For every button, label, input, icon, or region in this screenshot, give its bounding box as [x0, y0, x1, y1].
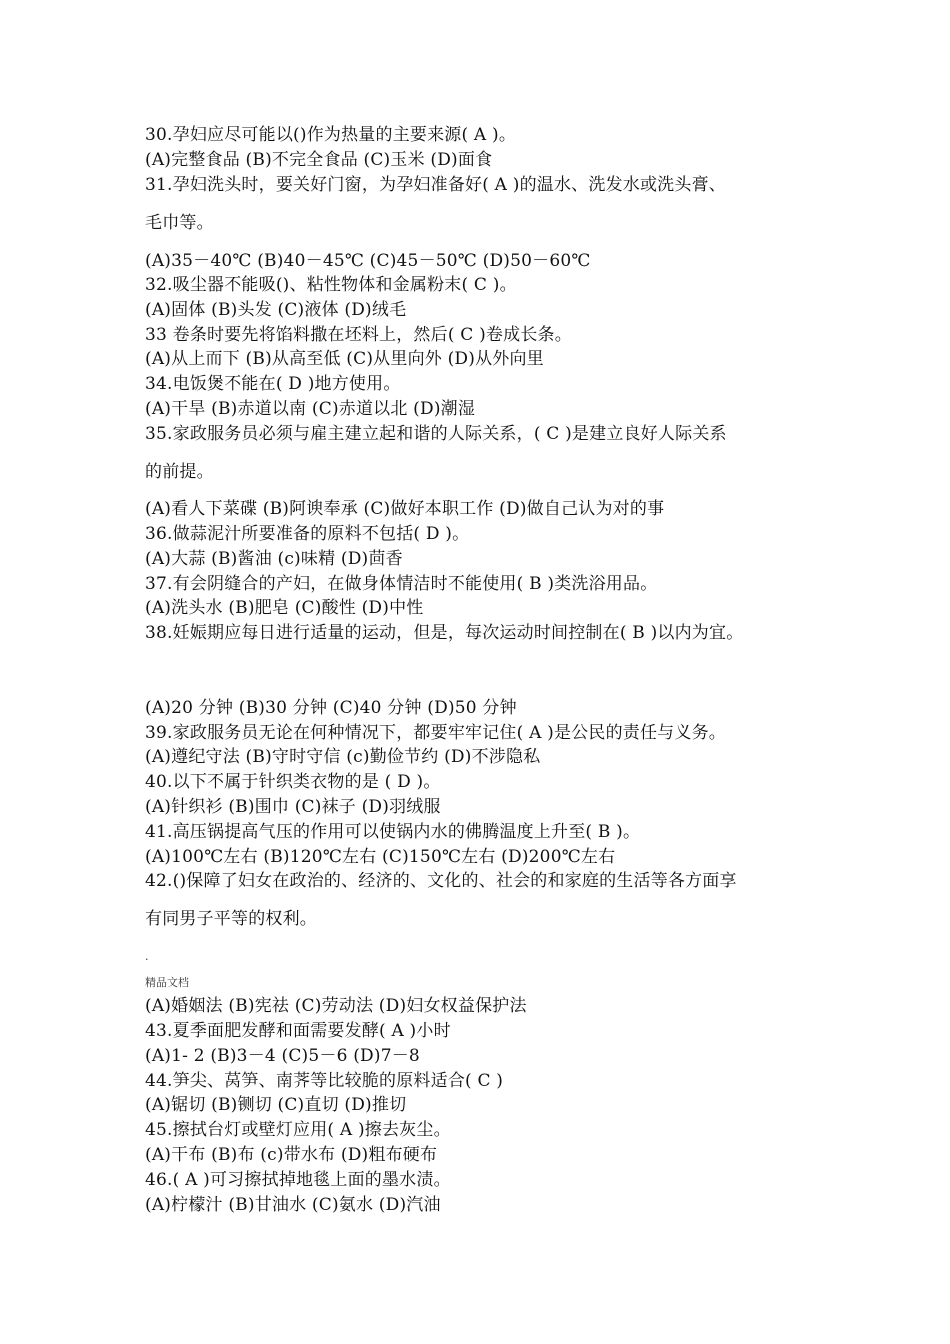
question-36: 36.做蒜泥汁所要准备的原料不包括( D )。	[145, 524, 470, 544]
question-45: 45.擦拭台灯或壁灯应用( A )擦去灰尘。	[145, 1120, 451, 1140]
options-46: (A)柠檬汁 (B)甘油水 (C)氨水 (D)汽油	[145, 1195, 441, 1215]
question-35-cont: 的前提。	[145, 462, 214, 482]
options-43: (A)1- 2 (B)3－4 (C)5－6 (D)7－8	[145, 1046, 420, 1066]
question-40: 40.以下不属于针织类衣物的是 ( D )。	[145, 772, 441, 792]
question-38: 38.妊娠期应每日进行适量的运动，但是，每次运动时间控制在( B )以内为宜。	[145, 623, 744, 643]
options-41: (A)100℃左右 (B)120℃左右 (C)150℃左右 (D)200℃左右	[145, 847, 616, 867]
question-35: 35.家政服务员必须与雇主建立起和谐的人际关系，( C )是建立良好人际关系	[145, 424, 727, 444]
question-32: 32.吸尘器不能吸()、粘性物体和金属粉末( C )。	[145, 275, 517, 295]
question-30: 30.孕妇应尽可能以()作为热量的主要来源( A )。	[145, 125, 517, 145]
options-44: (A)锯切 (B)铡切 (C)直切 (D)推切	[145, 1095, 407, 1115]
question-46: 46.( A )可习擦拭掉地毯上面的墨水渍。	[145, 1170, 451, 1190]
question-31: 31.孕妇洗头时，要关好门窗，为孕妇准备好( A )的温水、洗发水或洗头膏、	[145, 175, 726, 195]
options-39: (A)遵纪守法 (B)守时守信 (c)勤俭节约 (D)不涉隐私	[145, 747, 541, 767]
options-37: (A)洗头水 (B)肥皂 (C)酸性 (D)中性	[145, 598, 424, 618]
options-38: (A)20 分钟 (B)30 分钟 (C)40 分钟 (D)50 分钟	[145, 698, 517, 718]
question-33: 33 卷条时要先将馅料撒在坯料上，然后( C )卷成长条。	[145, 325, 572, 345]
question-42: 42.()保障了妇女在政治的、经济的、文化的、社会的和家庭的生活等各方面享	[145, 871, 737, 891]
options-42: (A)婚姻法 (B)宪祛 (C)劳动法 (D)妇女权益保护法	[145, 996, 527, 1016]
options-34: (A)干旱 (B)赤道以南 (C)赤道以北 (D)潮湿	[145, 399, 476, 419]
options-32: (A)固体 (B)头发 (C)液体 (D)绒毛	[145, 300, 407, 320]
question-44: 44.笋尖、莴笋、南荠等比较脆的原料适合( C )	[145, 1071, 504, 1091]
question-43: 43.夏季面肥发酵和面需要发酵( A )小时	[145, 1021, 451, 1041]
question-42-cont: 有同男子平等的权利。	[145, 909, 317, 929]
options-45: (A)干布 (B)布 (c)带水布 (D)粗布硬布	[145, 1145, 438, 1165]
footer-note: 精品文档	[145, 976, 189, 989]
question-39: 39.家政服务员无论在何种情况下，都要牢牢记住( A )是公民的责任与义务。	[145, 723, 726, 743]
options-30: (A)完整食品 (B)不完全食品 (C)玉米 (D)面食	[145, 150, 493, 170]
options-40: (A)针织衫 (B)围巾 (C)袜子 (D)羽绒服	[145, 797, 441, 817]
question-34: 34.电饭煲不能在( D )地方使用。	[145, 374, 401, 394]
options-36: (A)大蒜 (B)酱油 (c)味精 (D)茴香	[145, 549, 403, 569]
question-37: 37.有会阴缝合的产妇，在做身体情洁时不能使用( B )类洗浴用品。	[145, 574, 658, 594]
options-33: (A)从上而下 (B)从高至低 (C)从里向外 (D)从外向里	[145, 349, 544, 369]
question-31-cont: 毛巾等。	[145, 213, 214, 233]
options-31: (A)35－40℃ (B)40－45℃ (C)45－50℃ (D)50－60℃	[145, 251, 591, 271]
question-41: 41.高压锅提高气压的作用可以使锅内水的佛腾温度上升至( B )。	[145, 822, 641, 842]
options-35: (A)看人下菜碟 (B)阿谀奉承 (C)做好本职工作 (D)做自己认为对的事	[145, 499, 665, 519]
footer-dot: .	[145, 950, 149, 963]
